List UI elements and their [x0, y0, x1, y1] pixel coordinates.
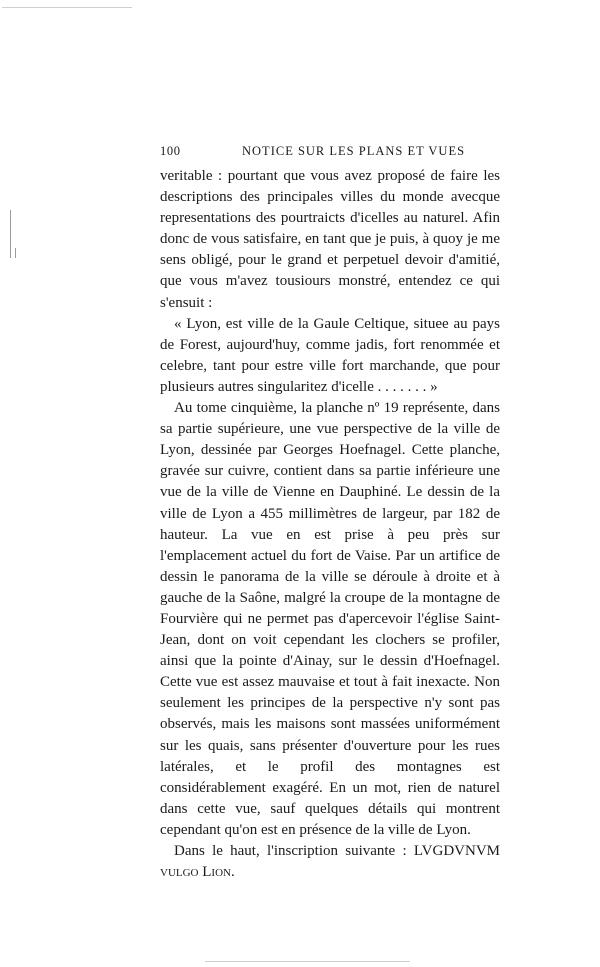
- body-text: [160, 166, 500, 883]
- bottom-decoration-line: [205, 961, 410, 962]
- margin-mark: [10, 210, 11, 258]
- top-decoration-line: [2, 7, 132, 8]
- inscription-paragraph: [160, 841, 500, 883]
- paragraph: Au tome cinquième, la planche nº 19 représente, dans sa partie supérieure, une vue perspective de la ville de Lyon, dessinée par Georges Hoefnagel. Cette planche, gravée sur cuivre, contient dans sa partie inférieure une vue de la ville de Vienne en Dauphiné. Le dessin de la ville de Lyon a 455 millimètres de largeur, par 182 de hauteur. La vue en est prise à peu près sur l'emplacement actuel du fort de Vaise. Par un artifice de dessin le panorama de la ville se déroule à droite et à gauche de la Saône, malgré la croupe de la montagne de Fourvière qui ne permet pas d'apercevoir l'église Saint-Jean, dont on voit cependant les clochers se profiler, ainsi que la pointe d'Ainay, sur le dessin d'Hoefnagel. Cette vue est assez mauvaise et tout à fait inexacte. Non seulement les principes de la perspective n'y sont pas observés, mais les maisons sont massées uniformément sur les quais, sans présenter d'ouverture pour les rues latérales, et le profil des montagnes est considérablement exagéré. En un mot, rien de naturel dans cette vue, sauf quelques détails qui montrent cependant qu'on est en présence de la ville de Lyon.: [160, 400, 500, 838]
- margin-mark: [15, 248, 16, 258]
- page-number: 100: [160, 144, 181, 158]
- inscription-name: Lion.: [202, 864, 235, 881]
- running-title: NOTICE SUR LES PLANS ET VUES: [242, 144, 466, 158]
- inscription-latin: LVGDVNVM: [413, 843, 500, 859]
- paragraph: veritable : pourtant que vous avez proposé de faire les descriptions des principales villes du monde avecque representations des pourtraicts d'icelles au naturel. Afin donc de vous satisfaire, en tant que je puis, à quoy je me sens obligé, pour le grand et perpetuel devoir d'amitié, que vous m'avez tousiours monstré, entendez ce qui s'ensuit :: [160, 168, 500, 311]
- inscription-intro: Dans le haut, l'inscription suivante :: [174, 843, 414, 859]
- inscription-vulgo: vulgo: [160, 864, 199, 881]
- quote-paragraph: « Lyon, est ville de la Gaule Celtique, situee au pays de Forest, aujourd'huy, comme jadis, fort renommée et celebre, tant pour estre ville fort marchande, que pour plusieurs autres singularitez d'icelle . . . . . . . »: [160, 315, 500, 395]
